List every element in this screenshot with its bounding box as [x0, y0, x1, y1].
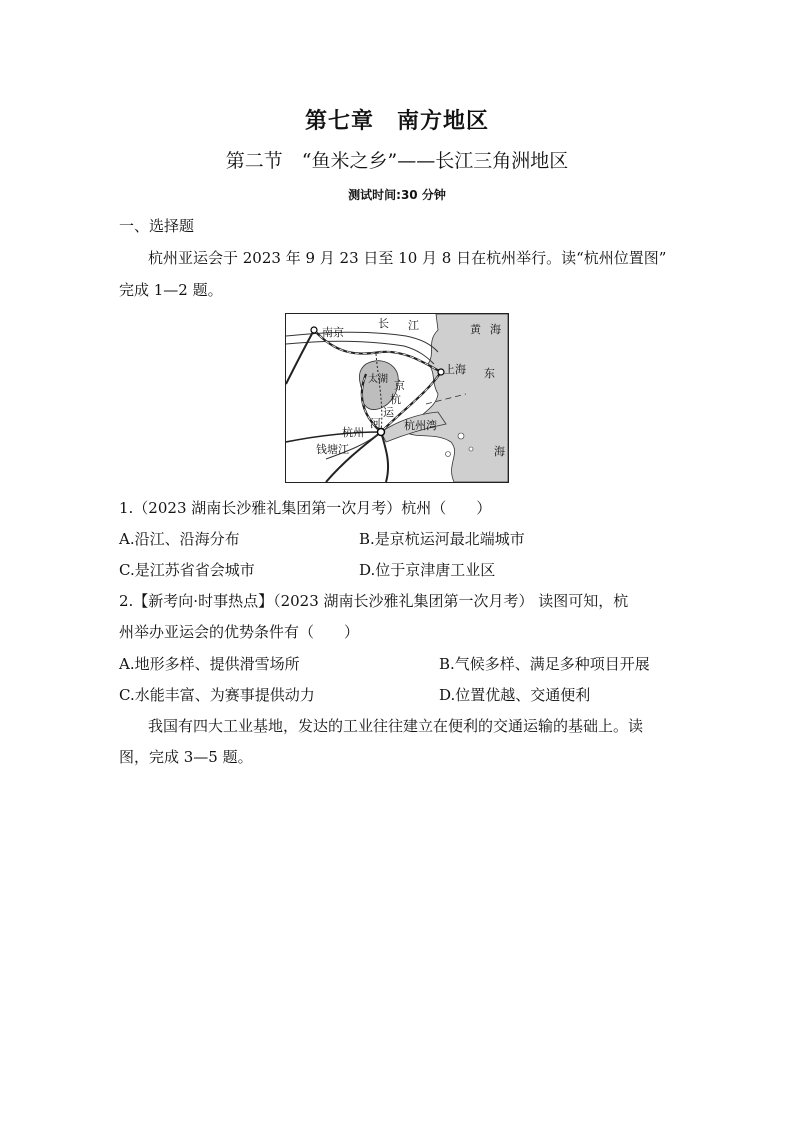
island [446, 452, 451, 457]
question-1-option-b: B.是京杭运河最北端城市 [359, 530, 525, 548]
label-nanjing: 南京 [322, 326, 344, 339]
question-1-option-d: D.位于京津唐工业区 [359, 561, 496, 579]
chapter-title: 第七章 南方地区 [304, 108, 489, 134]
sea-area [406, 314, 508, 482]
label-taihu: 太湖 [368, 374, 388, 385]
label-hangzhou: 杭州 [342, 426, 364, 439]
railway [326, 432, 381, 482]
railway [286, 330, 314, 384]
label-donghai-2: 海 [494, 445, 505, 458]
intro-2-line-1: 我国有四大工业基地，发达的工业往往建立在便利的交通运输的基础上。读 [148, 717, 644, 735]
label-shanghai: 上海 [444, 363, 466, 376]
test-time: 测试时间:30 分钟 [348, 188, 446, 202]
island [458, 433, 464, 439]
question-2-option-c: C.水能丰富、为赛事提供动力 [119, 686, 315, 704]
intro-2-line-2: 图，完成 3—5 题。 [119, 748, 253, 766]
railway [286, 432, 381, 442]
label-changjiang-1: 长 [378, 317, 389, 330]
label-changjiang-2: 江 [408, 319, 419, 332]
intro-1-line-2: 完成 1—2 题。 [119, 281, 223, 299]
label-huanghai-2: 海 [490, 323, 501, 336]
hangzhou-location-map [285, 313, 509, 483]
nanjing-marker [311, 327, 317, 333]
question-2-option-a: A.地形多样、提供滑雪场所 [119, 655, 300, 673]
label-hangzhouwan: 杭州湾 [404, 419, 437, 432]
label-qiantangjiang: 钱塘江 [316, 443, 349, 456]
label-huanghai-1: 黄 [470, 323, 481, 336]
intro-1-line-1: 杭州亚运会于 2023 年 9 月 23 日至 10 月 8 日在杭州举行。读“杭州位置图” [148, 249, 667, 267]
label-donghai-1: 东 [484, 367, 495, 380]
question-2-option-d: D.位置优越、交通便利 [439, 686, 591, 704]
section-heading: 一、选择题 [119, 217, 195, 235]
label-jinghang-3: 运 [383, 406, 394, 419]
question-1-option-c: C.是江苏省省会城市 [119, 561, 255, 579]
question-2-option-b: B.气候多样、满足多种项目开展 [439, 655, 650, 673]
question-2-stem-line-1: 2.【新考向·时事热点】（2023 湖南长沙雅礼集团第一次月考） 读图可知，杭 [119, 592, 629, 610]
label-jinghang-1: 京 [394, 379, 405, 392]
label-jinghang-2: 杭 [390, 393, 401, 406]
question-1-stem: 1.（2023 湖南长沙雅礼集团第一次月考）杭州（ ） [119, 499, 492, 517]
question-2-stem-line-2: 州举办亚运会的优势条件有（ ） [119, 623, 360, 641]
section-title: 第二节 “鱼米之乡”——长江三角洲地区 [225, 150, 569, 172]
label-jinghang-4: 河 [370, 417, 381, 430]
island [469, 447, 473, 451]
question-1-option-a: A.沿江、沿海分布 [119, 530, 240, 548]
